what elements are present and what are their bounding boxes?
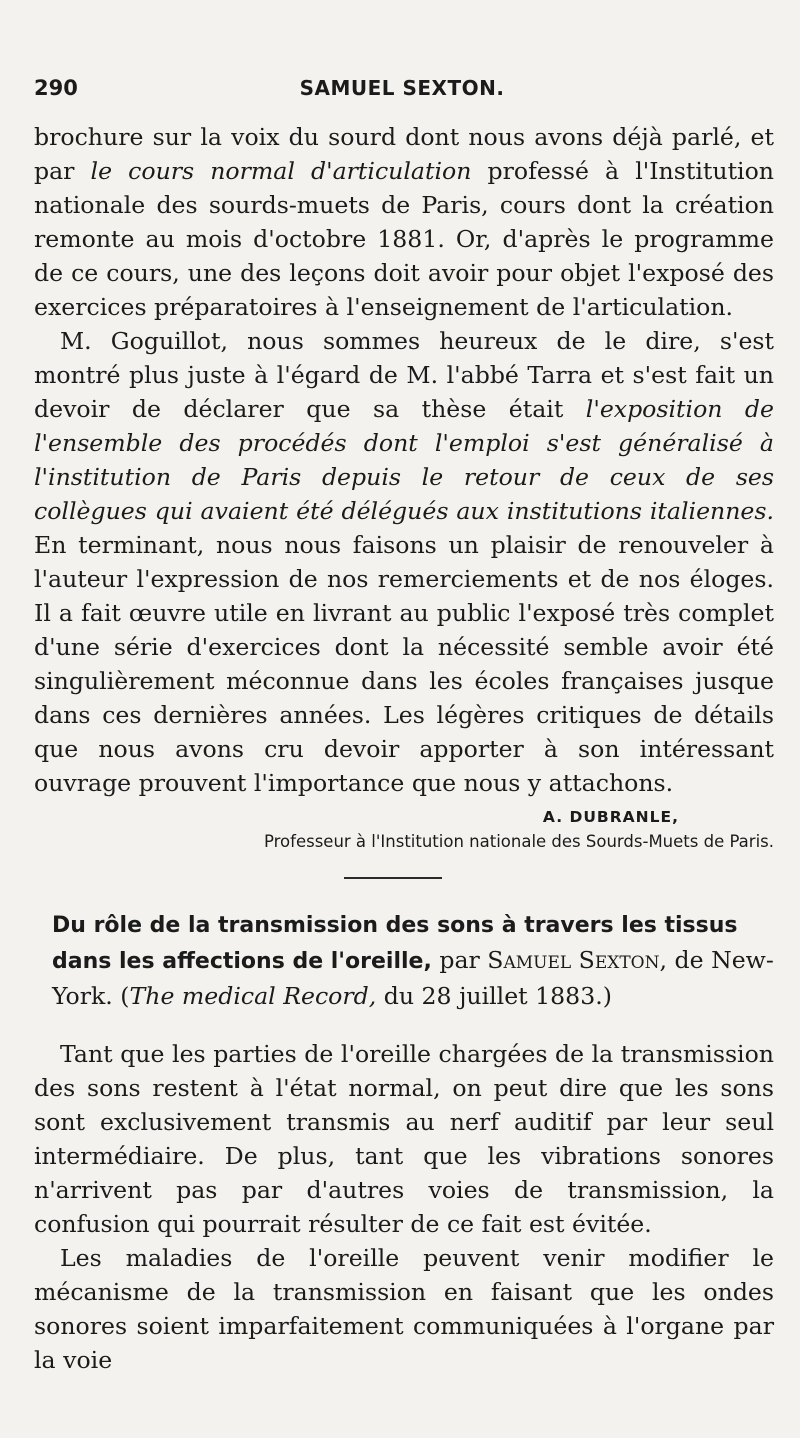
review-p1-text-b: professé à l'Institution nationale des sourds-muets de Paris, cours dont la création remonte au mois d'octobre 1881. Or, d'après le programme de ce cours, une des leçons doit avoir pour objet l'exposé des exercices préparatoires à l'enseignement de l'articulation.: [34, 157, 774, 321]
running-head: SAMUEL SEXTON.: [299, 76, 505, 100]
article-paragraph-2: Les maladies de l'oreille peuvent venir modifier le mécanisme de la transmission en faisant que les ondes sonores soient imparfaitement communiquées à l'organe par la voie: [34, 1244, 774, 1374]
reviewer-affiliation: Professeur à l'Institution nationale des Sourds-Muets de Paris.: [263, 832, 774, 851]
article-date: du 28 juillet 1883.): [376, 982, 612, 1010]
review-p2-text-a: M. Goguillot, nous sommes heureux de le dire, s'est montré plus juste à l'égard de M. l'abbé Tarra et s'est fait un devoir de déclarer que sa thèse était: [34, 327, 774, 423]
page-number: 290: [34, 76, 78, 100]
article-by: par: [431, 946, 488, 974]
review-paragraph-2: [34, 324, 774, 800]
article-after-author: , de New-York. (: [52, 946, 774, 1010]
reviewer-signature: A. DUBRANLE,: [542, 808, 679, 826]
page-body: [34, 120, 774, 1377]
article-heading: [34, 907, 774, 1013]
review-p2-text-b: En terminant, nous nous faisons un plaisir de renouveler à l'auteur l'expression de nos remerciements et de nos éloges. Il a fait œuvre utile en livrant au public l'exposé très complet d'une série d'exercices dont la nécessité semble avoir été singulièrement méconnue dans les écoles françaises jusque dans ces dernières années. Les légères critiques de détails que nous avons cru devoir apporter à son intéressant ouvrage prouvent l'importance que nous y attachons.: [34, 531, 774, 797]
article-title: Du rôle de la transmission des sons à travers les tissus dans les affections de l'oreille,: [52, 913, 738, 974]
section-divider: [344, 877, 442, 879]
review-p1-text-a: brochure sur la voix du sourd dont nous avons déjà parlé, et par: [34, 123, 774, 185]
article-journal: The medical Record,: [129, 982, 377, 1010]
review-paragraph-1: [34, 120, 774, 324]
review-p1-italic: le cours normal d'articulation: [90, 157, 472, 185]
review-p2-italic: l'exposition de l'ensemble des procédés dont l'emploi s'est généralisé à l'institution de Paris depuis le retour de ceux de ses collègues qui avaient été délégués aux institutions italiennes.: [34, 395, 774, 525]
page-header: [34, 76, 770, 106]
article-author: Samuel Sexton: [487, 946, 660, 974]
article-body: [34, 1037, 774, 1377]
article-paragraph-1: Tant que les parties de l'oreille chargées de la transmission des sons restent à l'état normal, on peut dire que les sons sont exclusivement transmis au nerf auditif par leur seul intermédiaire. De plus, tant que les vibrations sonores n'arrivent pas par d'autres voies de transmission, la confusion qui pourrait résulter de ce fait est évitée.: [34, 1040, 774, 1238]
